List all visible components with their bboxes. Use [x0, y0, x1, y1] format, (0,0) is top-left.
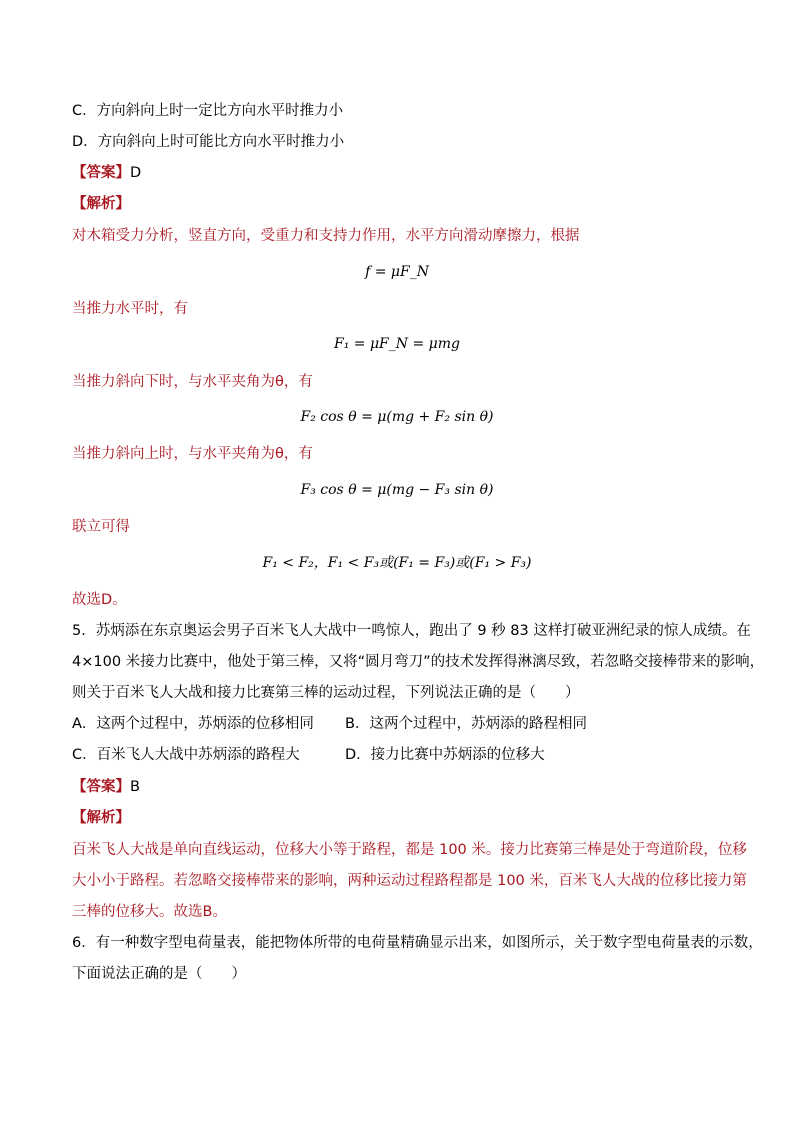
q5-option-b: B．这两个过程中，苏炳添的路程相同 — [345, 716, 587, 732]
q4-analysis-1: 对木箱受力分析，竖直方向，受重力和支持力作用，水平方向滑动摩擦力，根据 — [72, 228, 580, 244]
q6-stem-2: 下面说法正确的是（ ） — [72, 966, 246, 982]
q5-stem-3: 则关于百米飞人大战和接力比赛第三棒的运动过程，下列说法正确的是（ ） — [72, 685, 580, 701]
q5-stem-1: 5．苏炳添在东京奥运会男子百米飞人大战中一鸣惊人，跑出了 9 秒 83 这样打破亚洲纪录的惊人成绩。在 — [72, 623, 751, 639]
q5-analysis-2: 大小小于路程。若忽略交接棒带来的影响，两种运动过程路程都是 100 米，百米飞人大战的位移比接力第 — [72, 873, 747, 889]
q4-analysis-3: 当推力斜向下时，与水平夹角为θ，有 — [72, 374, 313, 390]
q4-analysis-5: 联立可得 — [72, 519, 130, 535]
q5-analysis-3: 三棒的位移大。故选B。 — [72, 904, 227, 920]
q4-formula-3: F₂ cos θ = μ(mg + F₂ sin θ) — [300, 409, 494, 425]
analysis-tag: 【解析】 — [72, 810, 130, 826]
answer-tag: 【答案】 — [72, 779, 130, 795]
answer-value: B — [130, 779, 140, 795]
q4-analysis-4: 当推力斜向上时，与水平夹角为θ，有 — [72, 446, 313, 462]
q5-option-c: C．百米飞人大战中苏炳添的路程大 — [72, 747, 300, 763]
q5-answer-line — [72, 777, 140, 797]
q6-stem-1: 6．有一种数字型电荷量表，能把物体所带的电荷量精确显示出来，如图所示，关于数字型电荷量表的示数， — [72, 935, 763, 951]
answer-tag: 【答案】 — [72, 165, 130, 181]
q4-option-d: D．方向斜向上时可能比方向水平时推力小 — [72, 134, 345, 150]
analysis-tag: 【解析】 — [72, 196, 130, 212]
q4-formula-4: F₃ cos θ = μ(mg − F₃ sin θ) — [300, 482, 494, 498]
answer-value: D — [130, 165, 142, 181]
q4-formula-1: f = μF_N — [365, 264, 429, 280]
q4-option-c: C．方向斜向上时一定比方向水平时推力小 — [72, 103, 344, 119]
q4-analysis-2: 当推力水平时，有 — [72, 301, 188, 317]
q5-analysis-1: 百米飞人大战是单向直线运动，位移大小等于路程，都是 100 米。接力比赛第三棒是处于弯道阶段，位移 — [72, 842, 747, 858]
q4-conclusion: 故选D。 — [72, 592, 127, 608]
q5-option-a: A．这两个过程中，苏炳添的位移相同 — [72, 716, 314, 732]
q5-stem-2: 4×100 米接力比赛中，他处于第三棒，又将“圆月弯刀”的技术发挥得淋漓尽致，若忽略交接棒带来的影响， — [72, 654, 765, 670]
q4-formula-2: F₁ = μF_N = μmg — [334, 336, 460, 352]
q5-option-d: D．接力比赛中苏炳添的位移大 — [345, 747, 545, 763]
q4-formula-5: F₁ < F₂，F₁ < F₃或(F₁ = F₃)或(F₁ > F₃) — [262, 555, 532, 571]
q4-answer-line — [72, 163, 141, 183]
